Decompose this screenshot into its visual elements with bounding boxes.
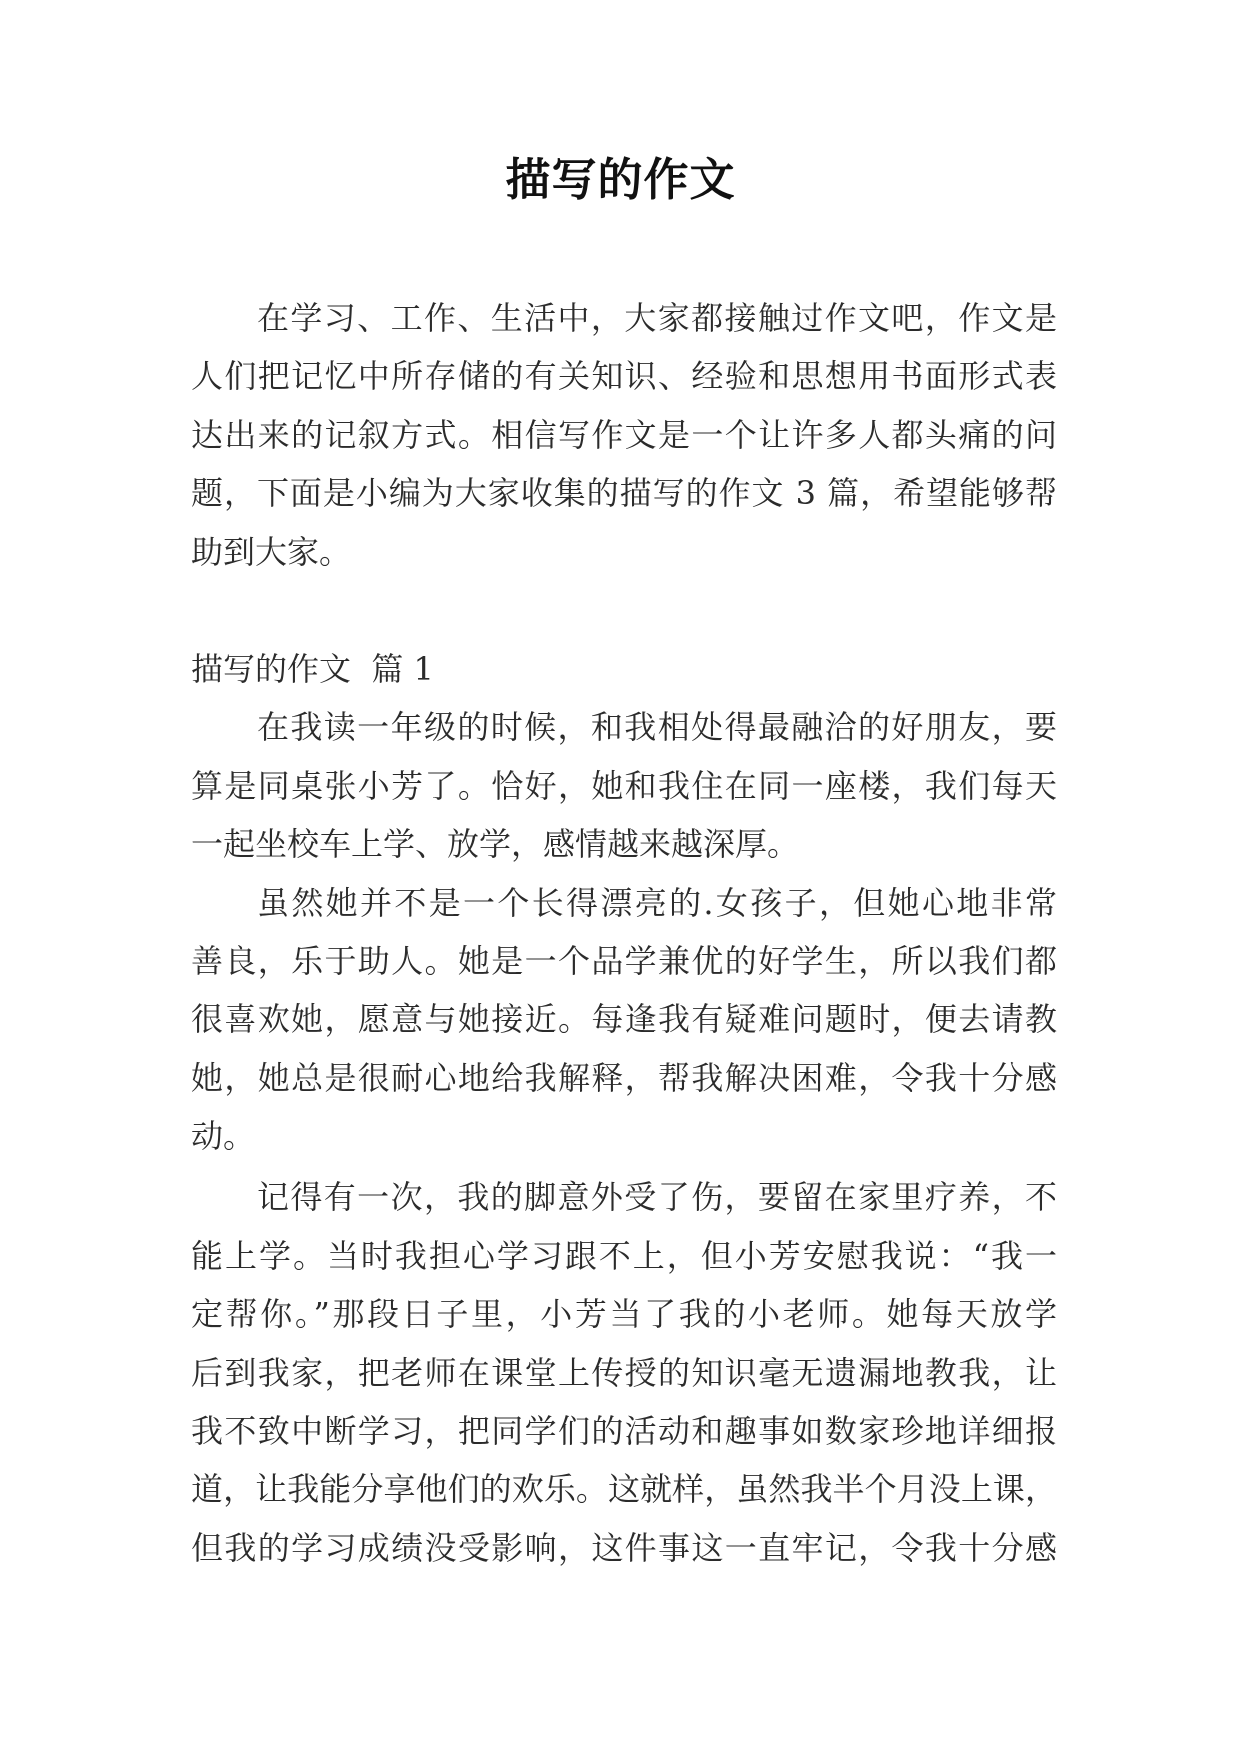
paragraph-line: 我不致中断学习，把同学们的活动和趣事如数家珍地详细报 [191,1412,1057,1451]
paragraph-line: 在我读一年级的时候，和我相处得最融洽的好朋友，要 [257,708,1057,747]
paragraph-line: 定帮你。”那段日子里，小芳当了我的小老师。她每天放学 [191,1295,1057,1334]
paragraph-line: 善良，乐于助人。她是一个品学兼优的好学生，所以我们都 [191,941,1057,980]
essay-paragraph [191,874,1057,1166]
essay-heading: 描写的作文 篇 1 [191,649,434,688]
paragraph-line: 能上学。当时我担心学习跟不上，但小芳安慰我说：“我一 [191,1236,1057,1275]
paragraph-line: 后到我家，把老师在课堂上传授的知识毫无遗漏地教我，让 [191,1353,1057,1392]
paragraph-line: 道，让我能分享他们的欢乐。这就样，虽然我半个月没上课， [191,1470,1057,1509]
paragraph-line: 人们把记忆中所存储的有关知识、经验和思想用书面形式表 [191,357,1057,396]
paragraph-line: 记得有一次，我的脚意外受了伤，要留在家里疗养，不 [257,1178,1057,1217]
paragraph-line: 一起坐校车上学、放学，感情越来越深厚。 [191,825,800,864]
paragraph-line: 题，下面是小编为大家收集的描写的作文 3 篇，希望能够帮 [191,474,1057,513]
paragraph-line: 但我的学习成绩没受影响，这件事这一直牢记，令我十分感 [191,1528,1057,1567]
document-body [191,289,1057,1577]
paragraph-line: 很喜欢她，愿意与她接近。每逢我有疑难问题时，便去请教 [191,1000,1057,1039]
paragraph-line: 动。 [191,1117,256,1156]
essay-paragraph [191,1168,1057,1577]
paragraph-line: 达出来的记叙方式。相信写作文是一个让许多人都头痛的问 [191,415,1057,454]
paragraph-line: 助到大家。 [191,532,352,571]
document-title: 描写的作文 [505,153,736,206]
paragraph-line: 虽然她并不是一个长得漂亮的.女孩子，但她心地非常 [257,883,1057,922]
paragraph-line: 她，她总是很耐心地给我解释，帮我解决困难，令我十分感 [191,1058,1057,1097]
paragraph-line: 算是同桌张小芳了。恰好，她和我住在同一座楼，我们每天 [191,766,1057,805]
paragraph-line: 在学习、工作、生活中，大家都接触过作文吧，作文是 [257,299,1057,337]
essay-paragraph [191,698,1057,873]
intro-paragraph [191,289,1057,581]
